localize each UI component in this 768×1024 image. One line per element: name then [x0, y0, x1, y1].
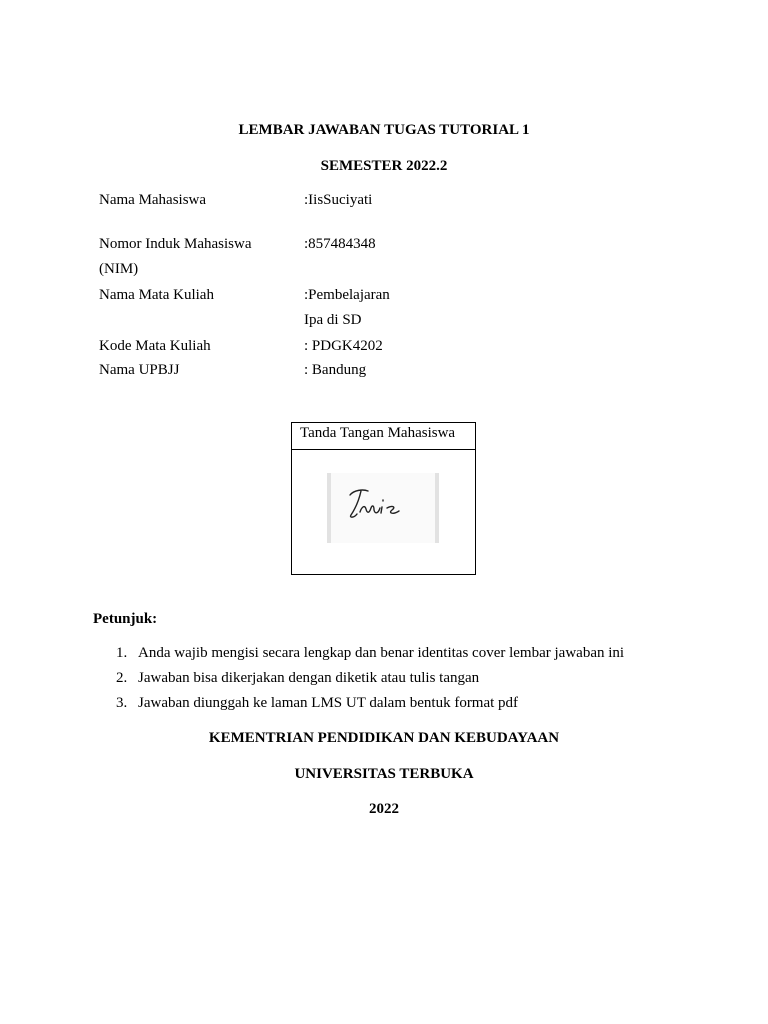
document-title: LEMBAR JAWABAN TUGAS TUTORIAL 1	[238, 122, 530, 138]
instruction-number: 2.	[116, 670, 128, 686]
field-value-kode-mata-kuliah: : PDGK4202	[304, 338, 383, 354]
university-name: UNIVERSITAS TERBUKA	[294, 766, 474, 782]
field-label-kode-mata-kuliah: Kode Mata Kuliah	[99, 338, 211, 354]
signature-image-edge-left	[327, 473, 331, 543]
field-label-nama-mahasiswa: Nama Mahasiswa	[99, 192, 207, 208]
instruction-item	[116, 645, 624, 662]
instruction-number: 3.	[116, 695, 128, 711]
field-value-nama-mahasiswa: :IisSuciyati	[304, 192, 373, 208]
field-label-nim-cont: (NIM)	[99, 261, 139, 277]
field-value-mata-kuliah: :Pembelajaran	[304, 287, 390, 303]
field-label-mata-kuliah: Nama Mata Kuliah	[99, 287, 214, 303]
field-value-mata-kuliah-cont: Ipa di SD	[304, 312, 362, 328]
signature-box	[291, 422, 476, 575]
instructions-heading: Petunjuk:	[93, 611, 158, 627]
handwritten-signature	[347, 487, 409, 527]
instruction-text: Anda wajib mengisi secara lengkap dan benar identitas cover lembar jawaban ini	[138, 645, 625, 661]
instruction-item	[116, 670, 479, 687]
field-label-upbjj: Nama UPBJJ	[99, 362, 180, 378]
instruction-text: Jawaban diunggah ke laman LMS UT dalam bentuk format pdf	[138, 695, 519, 711]
footer-year: 2022	[369, 801, 399, 817]
instruction-number: 1.	[116, 645, 128, 661]
ministry-name: KEMENTRIAN PENDIDIKAN DAN KEBUDAYAAN	[208, 730, 560, 746]
field-value-nim: :857484348	[304, 236, 376, 252]
instruction-item	[116, 695, 518, 712]
signature-image	[327, 473, 439, 543]
instruction-text: Jawaban bisa dikerjakan dengan diketik atau tulis tangan	[138, 670, 480, 686]
field-value-upbjj: : Bandung	[304, 362, 367, 378]
field-label-nim: Nomor Induk Mahasiswa	[99, 236, 252, 252]
semester-label: SEMESTER 2022.2	[320, 158, 448, 174]
signature-box-title: Tanda Tangan Mahasiswa	[292, 423, 475, 450]
signature-image-edge-right	[435, 473, 439, 543]
